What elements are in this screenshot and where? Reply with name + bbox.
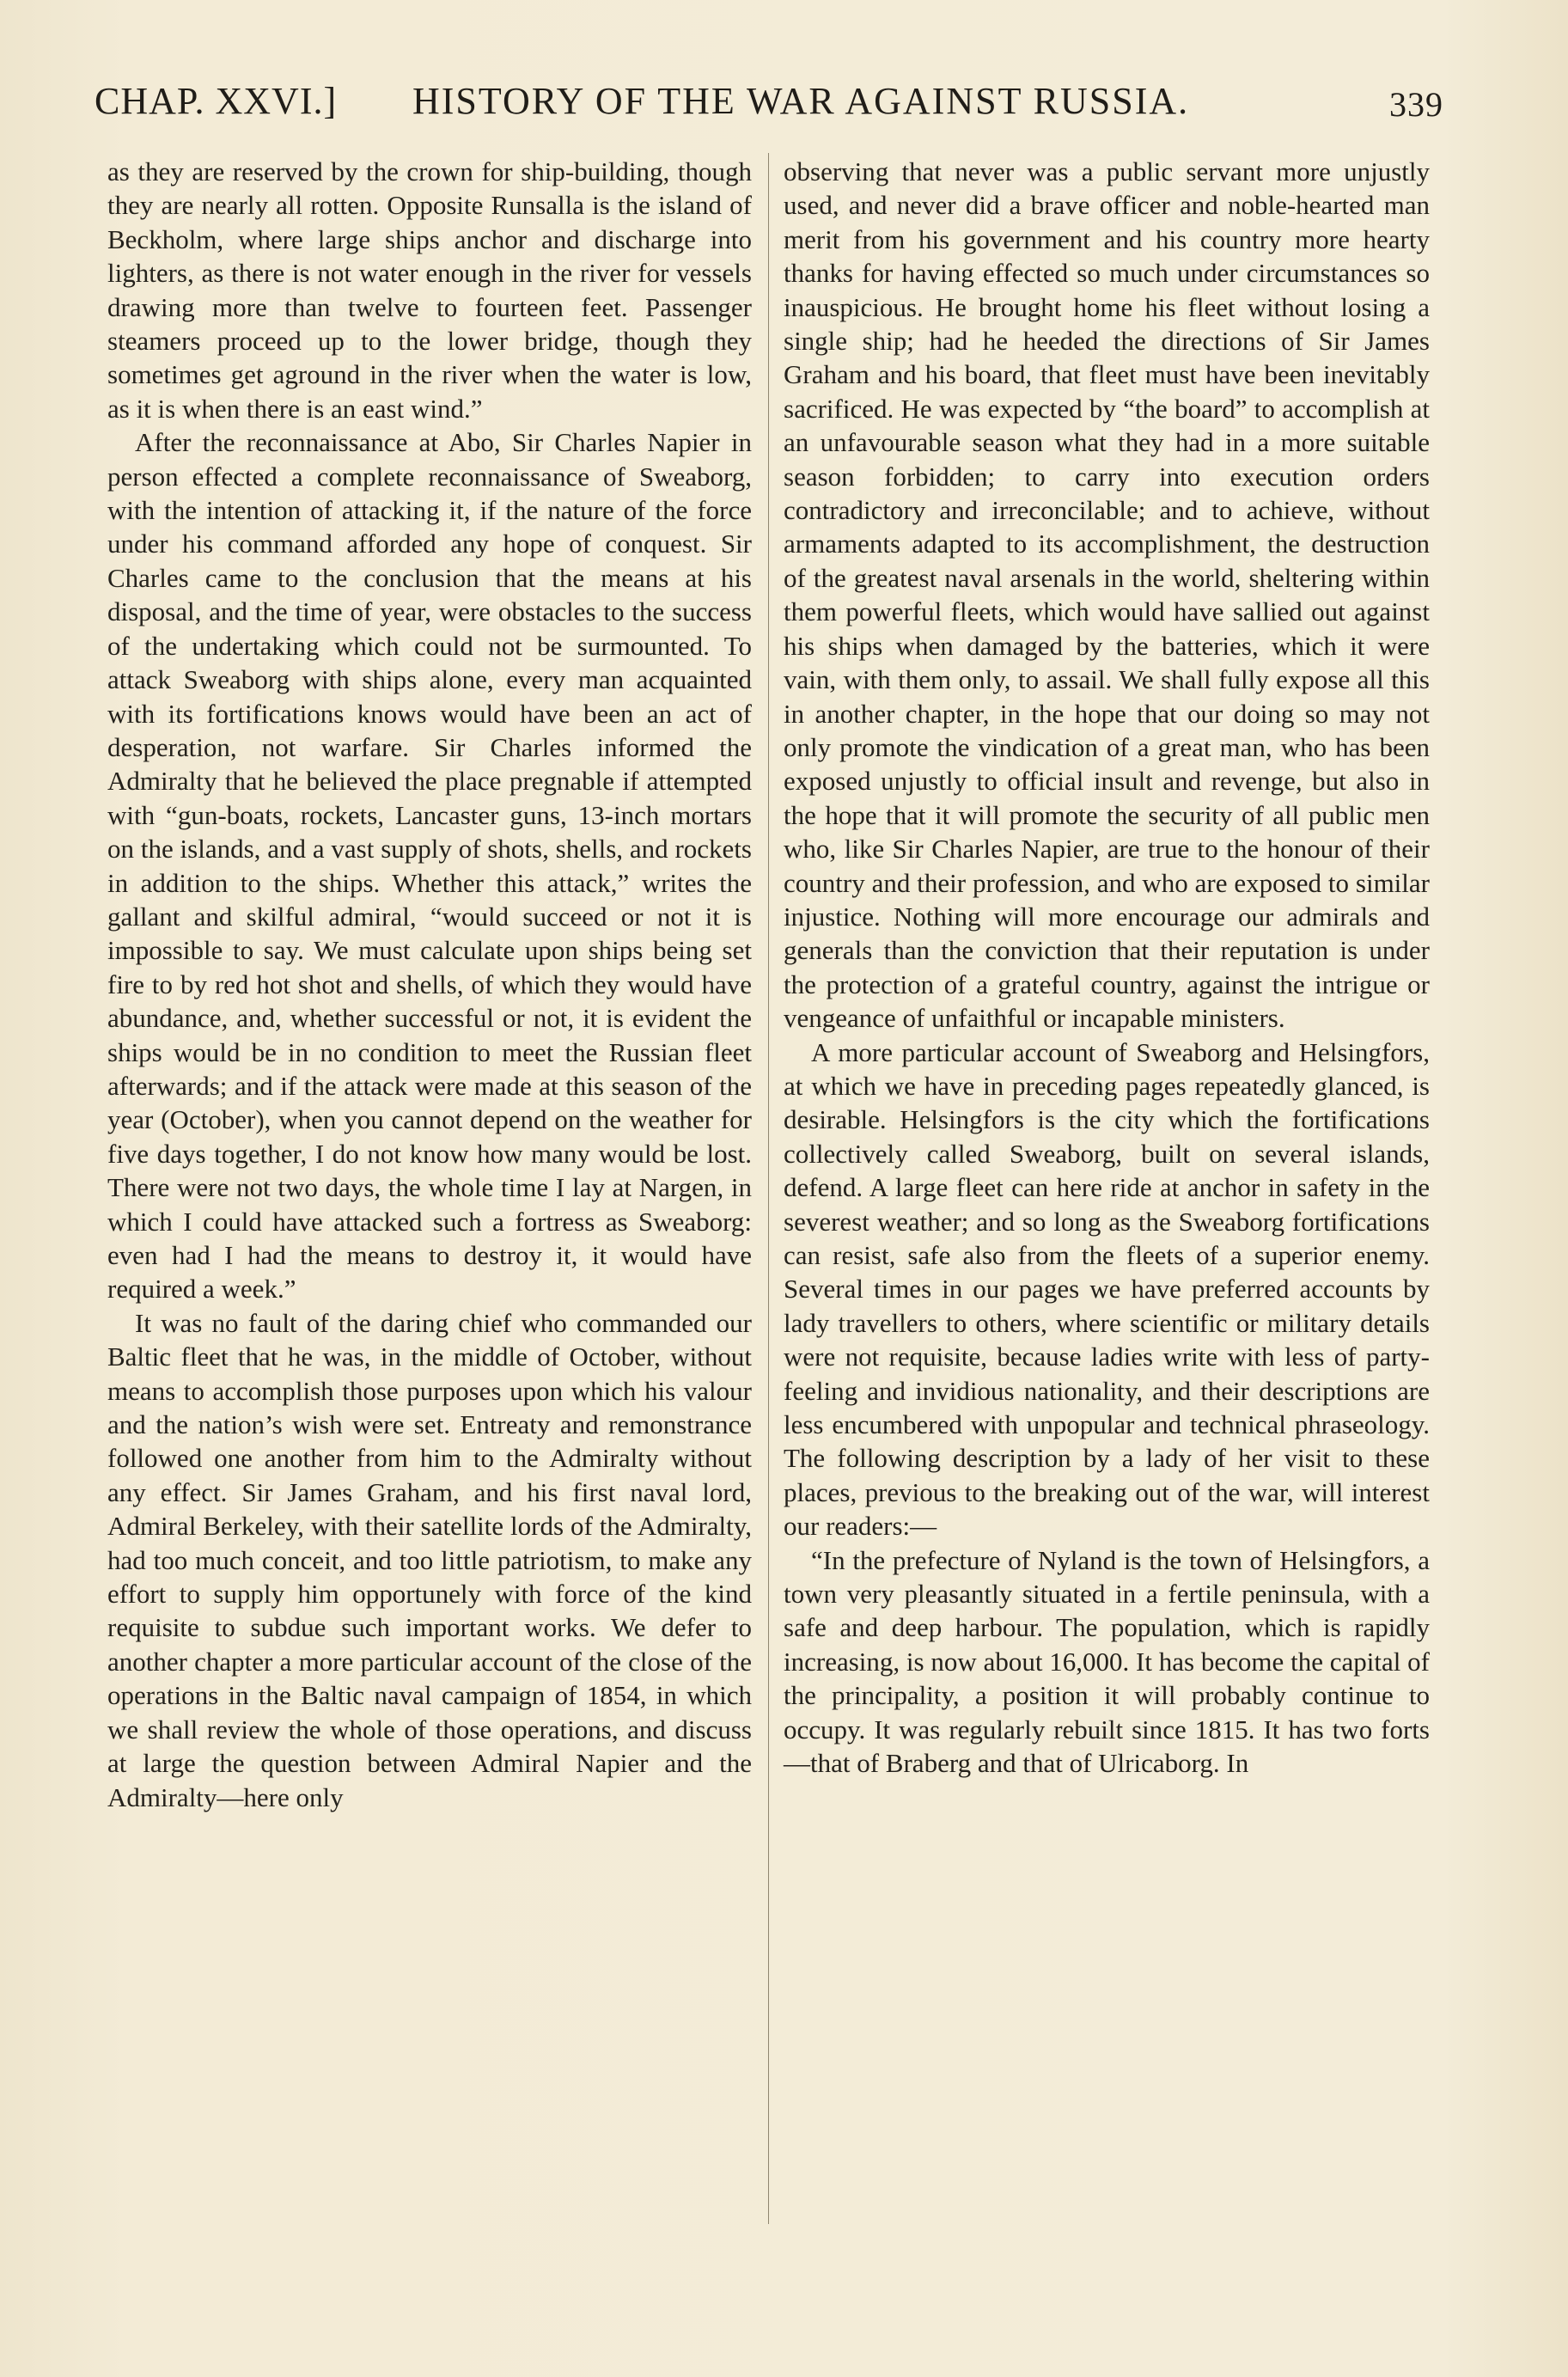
paragraph: After the reconnaissance at Abo, Sir Charles Napier in person effected a complete reconnaissance of Sweaborg, with the intention of attacking it, if the nature of the force under his command afforded any hope of conquest. Sir Charles came to the conclusion that the means at his disposal, and the time of year, were obstacles to the success of the undertaking which could not be surmounted. To attack Sweaborg with ships alone, every man acquainted with its fortifications knows would have been an act of desperation, not warfare. Sir Charles informed the Admiralty that he believed the place pregnable if attempted with “gun-boats, rockets, Lancaster guns, 13-inch mortars on the islands, and a vast supply of shots, shells, and rockets in addition to the ships. Whether this attack,” writes the gallant and skilful admiral, “would succeed or not it is impossible to say. We must calculate upon ships being set fire to by red hot shot and shells, of which they would have abundance, and, whether successful or not, it is evident the ships would be in no condition to meet the Russian fleet afterwards; and if the attack were made at this season of the year (October), when you cannot depend on the weather for five days together, I do not know how many would be lost. There were not two days, the whole time I lay at Nargen, in which I could have attacked such a fortress as Sweaborg: even had I had the means to destroy it, it would have required a week.”: [107, 427, 752, 1305]
paragraph: “In the prefecture of Nyland is the town of Helsingfors, a town very pleasantly situated in a fertile peninsula, with a safe and deep harbour. The population, which is rapidly increasing, is now about 16,000. It has become the capital of the principality, a position it will probably continue to occupy. It was regularly rebuilt since 1815. It has two forts —that of Braberg and that of Ulricaborg. In: [784, 1544, 1430, 1779]
column-divider: [768, 153, 769, 2224]
paragraph: A more particular account of Sweaborg and Helsingfors, at which we have in preceding pages repeatedly glanced, is desirable. Helsingfors is the city which the fortifications collectively called Sweaborg, built on several islands, defend. A large fleet can here ride at anchor in safety in the severest weather; and so long as the Sweaborg fortifications can resist, safe also from the fleets of a superior enemy. Several times in our pages we have preferred accounts by lady travellers to others, where scientific or military details were not requisite, because ladies write with less of party-feeling and invidious nationality, and their descriptions are less encumbered with unpopular and technical phraseology. The following description by a lady of her visit to these places, previous to the breaking out of the war, will interest our readers:—: [784, 1036, 1430, 1542]
right-column: [784, 155, 1430, 1781]
paragraph: as they are reserved by the crown for ship-building, though they are nearly all rotten. Opposite Runsalla is the island of Beckholm, where large ships anchor and discharge into lighters, as there is not water enough in the river for vessels drawing more than twelve to fourteen feet. Passenger steamers proceed up to the lower bridge, though they sometimes get aground in the river when the water is low, as it is when there is an east wind.”: [107, 156, 752, 424]
chapter-label: CHAP. XXVI.]: [95, 80, 338, 122]
running-head: [95, 79, 1443, 131]
page-number: 339: [1389, 85, 1443, 124]
left-column: [107, 155, 752, 1814]
paragraph: It was no fault of the daring chief who commanded our Baltic fleet that he was, in the middle of October, without means to accomplish those purposes upon which his valour and the nation’s wish were set. Entreaty and remonstrance followed one another from him to the Admiralty without any effect. Sir James Graham, and his first naval lord, Admiral Berkeley, with their satellite lords of the Admiralty, had too much conceit, and too little patriotism, to make any effort to supply him opportunely with force of the kind requisite to subdue such important works. We defer to another chapter a more particular account of the close of the operations in the Baltic naval campaign of 1854, in which we shall review the whole of those operations, and discuss at large the question between Admiral Napier and the Admiralty—here only: [107, 1307, 752, 1812]
paragraph: observing that never was a public servant more unjustly used, and never did a brave officer and noble-hearted man merit from his government and his country more hearty thanks for having effected so much under circumstances so inauspicious. He brought home his fleet without losing a single ship; had he heeded the directions of Sir James Graham and his board, that fleet must have been inevitably sacrificed. He was expected by “the board” to accomplish at an unfavourable season what they had in a more suitable season forbidden; to carry into execution orders contradictory and irreconcilable; and to achieve, without armaments adapted to its accomplishment, the destruction of the greatest naval arsenals in the world, sheltering within them powerful fleets, which would have sallied out against his ships when damaged by the batteries, which it were vain, with them only, to assail. We shall fully expose all this in another chapter, in the hope that our doing so may not only promote the vindication of a great man, who has been exposed unjustly to official insult and revenge, but also in the hope that it will promote the security of all public men who, like Sir Charles Napier, are true to the honour of their country and their profession, and who are exposed to similar injustice. Nothing will more encourage our admirals and generals than the conviction that their reputation is under the protection of a grateful country, against the intrigue or vengeance of unfaithful or incapable ministers.: [784, 156, 1430, 1034]
running-title: HISTORY OF THE WAR AGAINST RUSSIA.: [412, 80, 1190, 122]
